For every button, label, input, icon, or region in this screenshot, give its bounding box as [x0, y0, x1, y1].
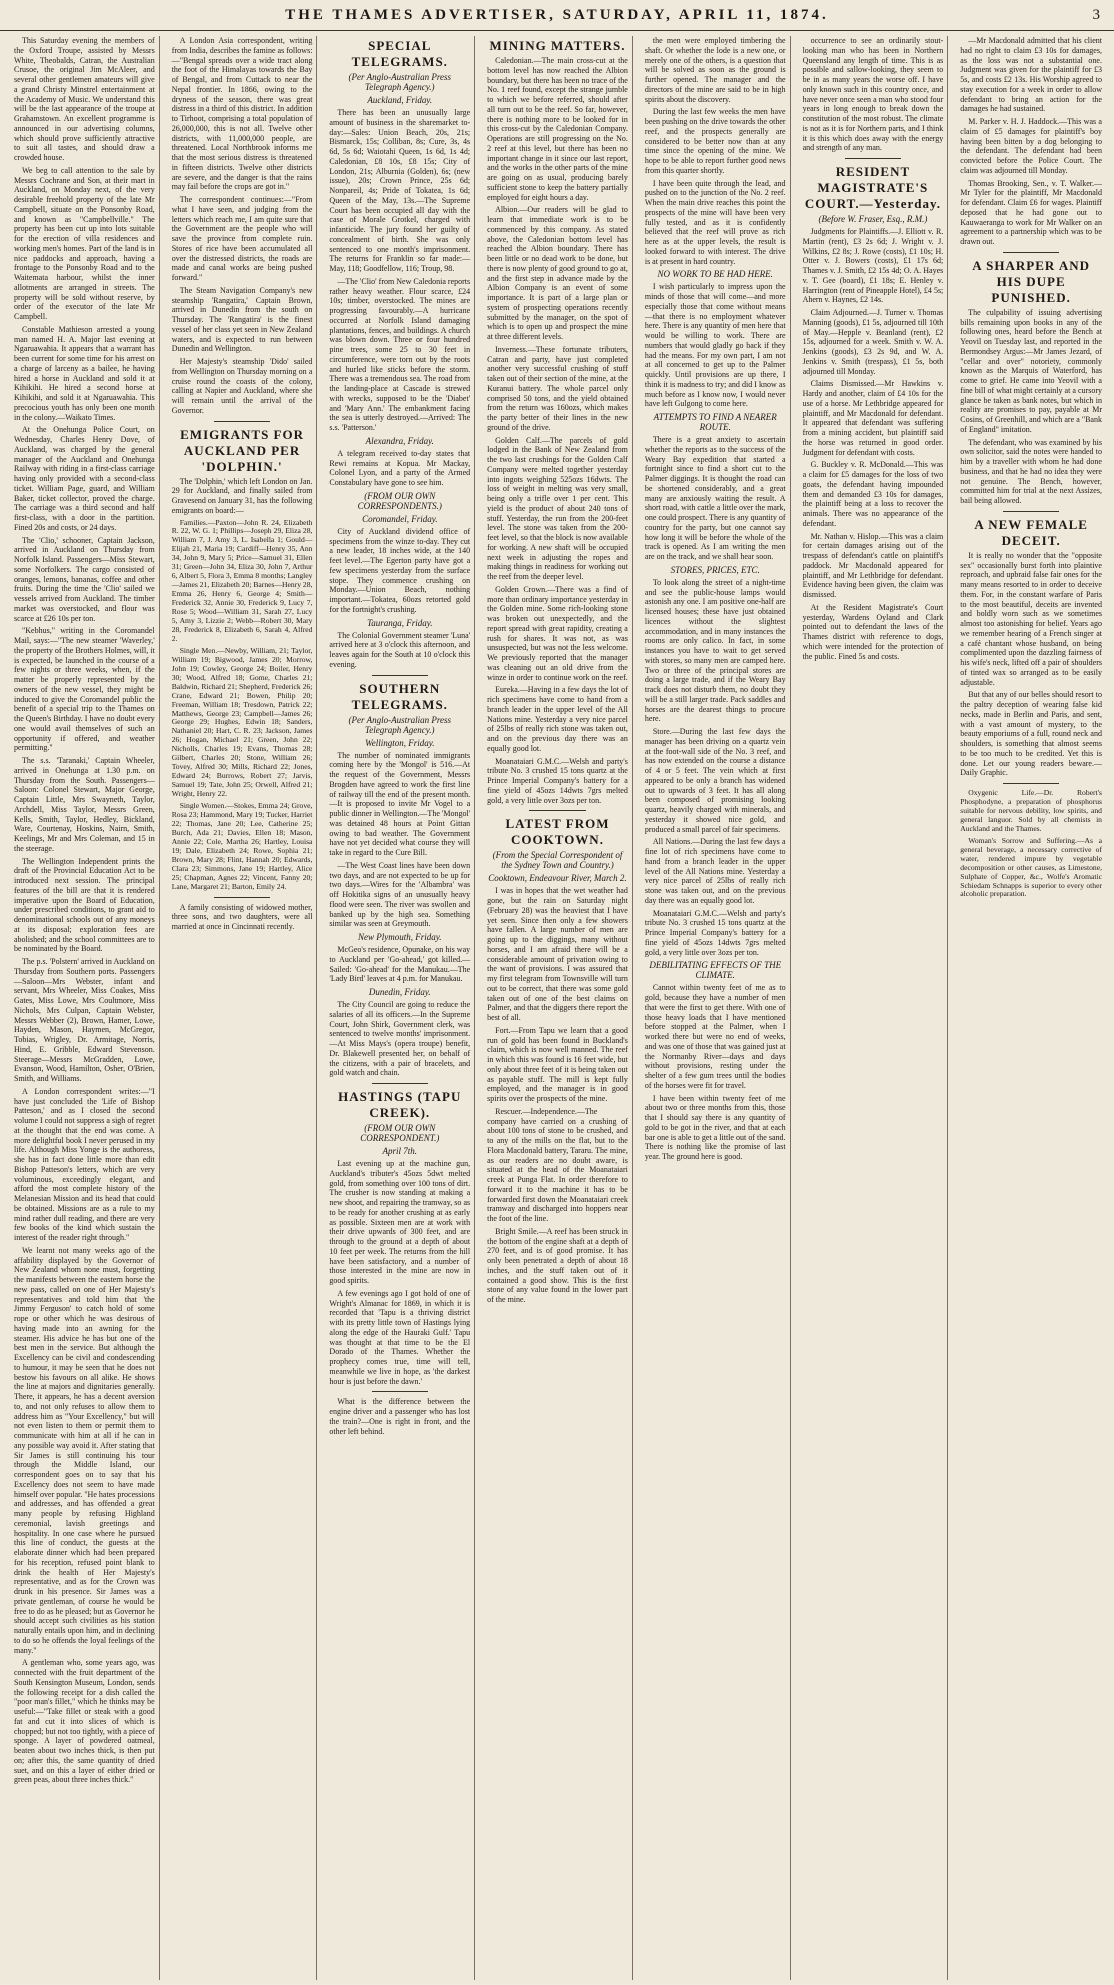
- paragraph: Mr. Nathan v. Hislop.—This was a claim for certain damages arising out of the trespass of defendant's cattle on plaintiff's paddock. Mr Macdonald appeared for plaintiff, and Mr Lethbridge for defendant. Evidence having been given, the claim was dismissed.: [802, 531, 944, 599]
- paragraph: We learnt not many weeks ago of the affability displayed by the Governor of New Zealand whom none must, forgetting the manifests between the eastern horse the new pass, called on one of Her Majesty's representatives and told him that 'the Jimmy Ferguson' to catch hold of some rope or other which he was desirous of having made into an awning for the steamer. His advice he has but one of the best men in the service. But although the Excellency can be civil and condescending to humour, it may be seen that he does not bestow his favours on all alike. He shows the line at majors and dignitaries generally. There, it appears, he has a decent aversion to, and not only refuses to allow them to address him as "Your Excellency," but will not even listen to them or permit them to communicate with him at all if he can in any possible way avoid it. After stating that Sir James is still continuing his tour through the Middle Island, our correspondent goes on to say that his Excellency does not seem to have made himself over popular. "He hates processions and addresses, and has offended a great many people by refusing Highland ceremonial, lavish greetings and hospitality. In one case where he pursued this line of conduct, the guests at the elaborate dinner which had been prepared for his reception, refused point blank to drink the health of Her Majesty's representative, and as for the Crown was drunk in his presence. Sir James was a private gentleman, of course he would be free to do as he pleased; but as Governor he should accept such civilities as his station naturally entails upon him, and in declining to do so he offends the loyal feelings of the many.": [14, 1245, 155, 1655]
- column-6: [799, 36, 949, 1980]
- section-heading: RESIDENT MAGISTRATE'S COURT.—Yesterday.: [804, 164, 942, 211]
- paragraph: There has been an unusually large amount of business in the sharemarket to-day:—Sales: Union Beach, 20s, 21s; Bismarck, 15s; Colliban, 8s; Cure, 3s, 4s 6d, 5s 6d; Waiotahi Queen, 1s 6d, 1s 4d; Caledonian, £8 10s, £8 15s; City of London, 21s; Alburnia (Golden), 6s; (new issue), 20s; Crown Prince, 25s 6d; Nonpareil, 4s; Pride of Tokatea, 1s 6d; Queen of the May, 13s.—The Supreme Court has been occupied all day with the case of Morale Grotkel, charged with infanticide. The jury found her guilty of concealment of birth. She was only sentenced to one month's imprisonment. The returns for Franklin so far made:—May, 118; Goodfellow, 116; Troup, 98.: [329, 108, 471, 273]
- column-4: [483, 36, 633, 1980]
- paragraph: Claims Dismissed.—Mr Hawkins v. Hardy and another, claim of £4 10s for the use of a horse. Mr Lethbridge appeared for plaintiff, and Mr Macdonald for defendant. It appeared that defendant was suffering from a mining accident, but plaintiff said the horse was returned in good order. Judgment for defendant with costs.: [802, 379, 944, 457]
- paragraph: The 'Clio,' schooner, Captain Jackson, arrived in Auckland on Thursday from Norfolk Island. Passengers—Miss Stewart, some Norfolkers. The cargo consisted of oranges, lemons, bananas, coffee and other fruits. During the time the 'Clio' sailed we vessels arrived from Auckland. The timber market was overstocked, and flour was scarce at £26 10s per ton.: [14, 535, 155, 623]
- paragraph: —The 'Clio' from New Caledonia reports rather heavy weather. Flour scarce, £24 10s; timber, overstocked. The mines are progressing favourably.—A hurricane occurred at Norfolk Island damaging plantations, fences, and buildings. A church was blown down. Three or four hundred pine trees, some 25 to 30 feet in circumference, were torn out by the roots and hurled like sticks before the storm. There was a tremendous sea. The road from the landing-place at Cascade is strewed with wrecks, supposed to be the 'Diabet' and 'Mary Ann.' The embankment facing the sea is utterly destroyed.—Arrived: The s.s. 'Patterson.': [329, 276, 471, 432]
- dateline: New Plymouth, Friday.: [358, 932, 442, 942]
- divider: [1003, 783, 1060, 784]
- paragraph: Fort.—From Tapu we learn that a good run of gold has been found in Buckland's claim, which is now well manned. The reef in which this was found is 16 feet wide, but only about three feet of it is being taken out as payable stuff. The mill is kept fully employed, and the manager is in good spirits over the prospects of the mine.: [487, 1025, 628, 1103]
- paragraph: Single Men.—Newby, William, 21; Taylor, William 19; Bigwood, James 20; Morrow, John 19; Cowley, George 24; Boiler, Henry 30; Wood, Alfred 18; Gome, Charles 21; Baldwin, Richard 21; Shepherd, Frederick 26; Crane, Edward 21; Bowen, Philip 20; Freeman, William 18; Tresdown, Patrick 22; Matthews, George 23; Campbell—James 26; George 29; Hughes, Edwin 18; Sanders, Nathaniel 20; Hart, C. R. 23; Jackson, James 26; Hogan, Michael 21; Green, John 22; Nicholls, Charles 19; Evans, Thomas 28; Gilbert, Charles 20; Stone, William 26; Tovey, Alfred 30; Mills, Richard 22; Jones, Edward 24; Burrows, Robert 27; Jarvis, Samuel 19; Tate, John 25; Orwell, Alfred 21; Wright, Henry 22.: [171, 645, 313, 799]
- dateline: Alexandra, Friday.: [365, 435, 434, 446]
- divider: [529, 810, 585, 811]
- dateline: April 7th.: [382, 1146, 418, 1156]
- paragraph: G. Buckley v. R. McDonald.—This was a claim for £5 damages for the loss of two goats, the defendant having impounded them and demanded £3 10s for damages, the plaintiff being at a loss to recover the animals. There was no appearance of the defendant.: [802, 460, 944, 528]
- section-subheading: (From the Special Correspondent of the Sydney Town and Country.): [492, 850, 623, 871]
- column-3: [325, 36, 475, 1980]
- section-heading: EMIGRANTS FOR AUCKLAND PER 'DOLPHIN.': [180, 426, 304, 474]
- paragraph: Albion.—Our readers will be glad to learn that immediate work is to be commenced by this company. As stated above, the Caledonian bottom level has reached the Albion boundary. There has been little or no dead work to be done, but there is now plenty of good ground to go at, and the first step in advance made by the Albion Company is an event of some importance. It is part of a large plan or system of prospecting operations recently submitted by the manager, on the spot of which is to open up and prospect the mine at three different levels.: [487, 205, 628, 341]
- divider: [845, 158, 901, 159]
- divider: [214, 421, 270, 422]
- section-subheading: (Before W. Fraser, Esq., R.M.): [818, 214, 928, 224]
- dateline: Auckland, Friday.: [367, 95, 433, 105]
- paragraph: Last evening up at the machine gun, Auckland's tributer's 45ozs 5dwt melted gold, from something over 100 tons of dirt. The crusher is now standing at making a new shoot, and repairing the tramway, so as to be ready for another crushing at as early as possible. Sixteen men are at work with their drive upwards of 300 feet, and are through to the ground at a depth of about 10 feet per week. The returns from the hill have been satisfactory, and a number of those interested in the mine are now in good spirits.: [329, 1159, 471, 1285]
- paragraph: To look along the street of a night-time and see the public-house lamps would astonish any one. I am positive one-half are licensed houses; these have just obtained licences without the slightest accommodation, and in many instances the rooms are only calico. In fact, in some instances you have to wait to get served with stores, so many men are camped here. Two or three of the principal stores are doing a large trade, and if the Weary Bay track does not disturb them, no doubt they will be a still larger trade. Pack saddles and horses are the dearest things to procure here.: [644, 577, 786, 724]
- section-heading: SPECIAL TELEGRAMS.: [351, 38, 448, 69]
- section-heading: HASTINGS (TAPU CREEK).: [338, 1089, 462, 1120]
- dateline: Dunedin, Friday.: [368, 987, 431, 997]
- paragraph: Her Majesty's steamship 'Dido' sailed from Wellington on Thursday morning on a cruise round the coasts of the colony, calling at Napier and Auckland, where she will remain until the arrival of the Governor.: [171, 357, 313, 415]
- paragraph: It is really no wonder that the "opposite sex" occasionally burst forth into plaintive reproach, and upbraid false fair ones for the many means resorted to in order to deceive them. For, in the constant warfare of Paris to the most beautiful, deceits are invented and boldly worn such as we sometimes almost too astonishing for belief. Years ago we remember hearing of a French singer at a café chantant whose husband, on being complimented upon the dazzling fairness of his wife's neck, lifted off a pair of shoulders of tinted wax so arranged as to be easily adjustable.: [960, 550, 1102, 687]
- paragraph: I wish particularly to impress upon the minds of those that will come—and more especially those that come without means—that there is no employment whatever here. There is any quantity of men here that would be willing to work. There are numbers that would gladly go back if they had the means. For my own part, I am not at all concerned to get up to the Palmer quickly. Until provisions are up there, I think it is madness to try; and did I know as much before as I know now, I would never have left Gulgong to come here.: [644, 282, 786, 409]
- divider: [1003, 511, 1060, 512]
- paragraph: There is a great anxiety to ascertain whether the reports as to the success of the Weary Bay expedition that started a fortnight since to find a short cut to the Palmer diggings. It is thought the road can be shortened considerably, and a great many are anxiously waiting the result. A short road, with cattle a little over the mark, one could prospect. There is any quantity of country for the party, but one cannot say how long it will be before the whole of the track is opened. As I am writing the men are on the track, and we shall hear soon.: [644, 435, 786, 561]
- paragraph: —The West Coast lines have been down two days, and are not expected to be up for two days.—Wires for the 'Albambra' was off Hokitika signs of an unusually heavy flood were seen. The river was swollen and banked up by the high sea. Something similar was seen at Greymouth.: [329, 860, 471, 929]
- section-heading: SOUTHERN TELEGRAMS.: [351, 680, 448, 712]
- paragraph: Single Women.—Stokes, Emma 24; Grove, Rosa 23; Hammond, Mary 19; Tucker, Harriet 22; Thomas, Jane 20; Lee, Catherine 25; Burch, Ada 21; Davies, Ellen 18; Mason, Annie 22; Cole, Martha 26; Hartley, Louisa 19; Dale, Elizabeth 24; Rowe, Sophia 21; Brown, Mary 28; Flint, Hannah 20; Edwards, Clara 23; Simmons, Jane 19; Hartley, Alice 25; Chapman, Agnes 22; Vincent, Fanny 20; Lane, Margaret 21; Barton, Emily 24.: [171, 801, 313, 891]
- dateline: Coromandel, Friday.: [362, 513, 438, 524]
- column-1: [10, 36, 160, 1980]
- paragraph: M. Parker v. H. J. Haddock.—This was a claim of £5 damages for plaintiff's boy having been bitten by a dog belonging to the defendant. The defendant had been convicted before the Police Court. The claim was adjourned till Monday.: [960, 117, 1102, 175]
- paragraph: Moanataiari G.M.C.—Welsh and party's tribute No. 3 crushed 15 tons quartz at the Prince Imperial Company's battery for a fine yield of 45ozs 14dwts 7grs melted gold, a very little over 3ozs per ton.: [644, 908, 786, 957]
- masthead-title: THE THAMES ADVERTISER, SATURDAY, APRIL 11, 1874.: [285, 7, 829, 23]
- dateline: Tauranga, Friday.: [367, 617, 433, 628]
- section-subheading: (FROM OUR OWN CORRESPONDENT.): [360, 1123, 440, 1143]
- paragraph: The Wellington Independent prints the draft of the Provincial Education Act to be introduced next session. The principal features of the bill are that it is rendered imperative upon the Board of Education, under prescribed conditions, to grant aid to denominational schools out of any moneys at its disposal; exploration fees are abolished; and the school committees are to be nominated by the Board.: [14, 856, 155, 954]
- paragraph: All Nations.—During the last few days a fine lot of rich specimens have come to hand from a branch leader in the upper level of the All Nations mine. Yesterday a very nice parcel of 25lbs of really rich stone was taken out, and on the previous day there was an equally good lot.: [644, 837, 786, 905]
- paragraph: The number of nominated immigrants coming here by the 'Mongol' is 516.—At the request of the Government, Messrs Brogden have agreed to work the first line of railway till the end of the present month.—It is proposed to invite Mr Vogel to a public dinner in Wellington.—The 'Mongol' was detained 48 hours at Point Gittan owing to bad weather. The Government have not yet decided what course they will take in regard to the Cure Bill.: [329, 750, 471, 857]
- paragraph: I have been quite through the lead, and pushed on to the junction of the No. 2 reef. When the main drive reaches this point the prospects of the mine will have been very fully tested, and as it is confidently believed that the reef will prove as rich here as at the upper levels, the result is looked forward to with interest. The drive is at present in hard country.: [644, 178, 786, 266]
- dateline: Cooktown, Endeavour River, March 2.: [488, 873, 627, 884]
- masthead: [0, 0, 1114, 31]
- paragraph: During the last few weeks the men have been pushing on the drive towards the other reef, and the prospects generally are considered to be better now than at any time since the opening of the mine. We hope to be able to report further good news from this quarter shortly.: [644, 107, 786, 175]
- paragraph: Judgments for Plaintiffs.—J. Elliott v. R. Martin (rent), £3 2s 6d; J. Wright v. J. Wilkins, £2 8s; J. Rowe (costs), £1 10s; H. Otter v. J. Bowers (costs), £1 17s 6d; Thames v. J. Smith, £2 15s 4d; O. A. Hayes v. T. Gee (board), £1 18s; E. Henley v. Harrington (rent of Pineapple Hotel), £4 5s; Ahern v. Haynes, £2 14s.: [802, 227, 944, 305]
- paragraph: Golden Calf.—The parcels of gold lodged in the Bank of New Zealand from the two last crushings for the Golden Calf Company were melted together yesterday into ingots weighing 525ozs 16dwts. The loss of weight in melting was very small, being only a trifle over 1 per cent. This yield is the product of about 240 tons of stuff. Yesterday, the run from the 200-feet level. The stone was taken from the 200-feet level, so that the block is now available for working. A new shaft will be occupied next week in adjusting the ropes and making things in readiness for working out the reef from the deeper level.: [487, 435, 628, 581]
- section-heading: A SHARPER AND HIS DUPE PUNISHED.: [972, 257, 1090, 305]
- section-heading: MINING MATTERS.: [489, 38, 626, 53]
- paragraph: Constable Mathieson arrested a young man named H. A. Major last evening at Ngaruawahia. It appears that a warrant has been current for some time for his arrest on a charge of larceny as a bailee, he having hired a horse in Auckland and sold it at Kihikihi. He hired a second horse at Kihikihi, and sold it at Ngaruawahia. This precocious youth has only been one month in the colony.—Waikato Times.: [14, 324, 155, 422]
- paragraph: The culpability of issuing advertising bills remaining upon books in any of the following ones, heard before the Bench at Yeovil on Tuesday last, and reported in the Bermondsey Argus:—Mr James Jezard, of "cellar and over" notoriety, commonly known as the Marquis of Waterford, has come to grief. He came into Yeovil with a fine bill of what might certainly at a cursory glance be taken as bank notes, but which in reality are promises to pay, payable at Mr Cosins, of Greenhill, and which are a "Bank of England" imitation.: [960, 307, 1102, 434]
- paragraph: We beg to call attention to the sale by Messrs Cochrane and Son, at their mart in Auckland, on Monday next, of the very desirable freehold property of the late Mr Campbell, situate on the Ponsonby Road, and known as "Campbellville." The property has been cut up into lots suitable for the erection of villa residences and working men's homes. Part of the land is in nice paddocks and approach, having a frontage to the Ponsonby Road and to the Waitemata harbour, whilst the inner allotments are arranged in streets. The property will be sold without reserve, by order of the executor of the late Mr Campbell.: [14, 165, 155, 321]
- column-2: [168, 36, 318, 1980]
- page-number: 3: [1092, 7, 1102, 23]
- paragraph: "Kebhus," writing in the Coromandel Mail, says:—"The new steamer 'Waverley,' the property of the Brothers Holmes, will, it is expected, be launched in the course of a few nights or three weeks, when, if the matter be properly represented by the owners of the new vessel, they might be induced to give the Coromandel public the benefit of a special trip to the Thames on the Queen's Birthday. I have no doubt every one would avail themselves of such an opportunity if offered, and weather permitting.": [14, 626, 155, 753]
- paragraph: occurrence to see an ordinarily stout-looking man who has been in Northern Queensland any length of time. This is as possible and sallow-looking, they seem to be in as many years the worse off. I have only known such in this country once, and have never once seen a man who stood four years in long enough to break down the constitution of the most robust. The climate is not as it is for Northern parts, and I think it is this which does away with the energy and strength of any man.: [802, 36, 944, 153]
- paragraph: I have been within twenty feet of me about two or three months from this, those that I should say there is any quantity of gold to be got in the river, and that at each bar one is able to get a little out of the sand. There is nothing like the promise of last year. The ground here is good.: [644, 1093, 786, 1161]
- paragraph: This Saturday evening the members of the Oxford Troupe, assisted by Messrs White, Theobalds, Catran, the Australian Crusoe, the original Jim McAleer, and several other gentlemen amateurs will give a grand Christy Minstrel entertainment at the Academy of Music. We understand this will be the last appearance of the troupe at Grahamstown. An excellent programme is announced in our advertising columns, which should prove sufficiently attractive to suit all tastes, and should draw a crowded house.: [14, 36, 155, 162]
- paragraph: McGeo's residence, Opunake, on his way to Auckland per 'Go-ahead,' got killed.—Sailed: 'Go-ahead' for the Manukau.—The 'Lady Bird' leaves at 4 p.m. for Manukau.: [329, 945, 471, 984]
- column-7: [956, 36, 1106, 1980]
- columns: [10, 36, 1106, 1980]
- paragraph: A London correspondent writes:—"I have just concluded the 'Life of Bishop Patteson,' and as I closed the second volume I could not suppress a sigh of regret at the thought that the end was come. A more delightful book I never perused in my life. Although Miss Yonge is the authoress, she has in fact done little more than edit Bishop Patteson's letters, which are very voluminous, exceedingly elegant, and afford the most complete history of the Melanesian Mission and its head that could be obtained. Missions are as a rule to my mind rather dull reading, and there are very few books of the kind which sustain the interest of the reader right through.": [14, 1086, 155, 1242]
- section-subheading: NO WORK TO BE HAD HERE.: [657, 269, 773, 280]
- divider: [1003, 252, 1060, 253]
- dateline: Wellington, Friday.: [365, 737, 435, 748]
- paragraph: The correspondent continues:—"From what I have seen, and judging from the letters which reach me, I am quite sure that the Government are the people who will save the province from complete ruin. Stores of rice have been accumulated all over the distressed districts, the roads are made and canal works are being pushed forward.": [171, 195, 313, 282]
- paragraph: Moanataiari G.M.C.—Welsh and party's tribute No. 3 crushed 15 tons quartz at the Prince Imperial Company's battery for a fine yield of 45ozs 14dwts 7grs melted gold, a very little over 3ozs per ton.: [487, 756, 628, 805]
- paragraph: The Steam Navigation Company's new steamship 'Rangatira,' Captain Brown, arrived in Dunedin from the south on Thursday. The 'Rangatira' is the finest vessel of her class yet seen in New Zealand waters, and is expected to run between Dunedin and Wellington.: [171, 285, 313, 354]
- section-subheading: ATTEMPTS TO FIND A NEARER ROUTE.: [653, 412, 777, 432]
- paragraph: A few evenings ago I got hold of one of Wright's Almanac for 1869, in which it is recorded that 'Tapu is a thriving district with its pretty little town of Hastings lying along the edge of the Hauraki Gulf.' Tapu was thought at that time to be the El Dorado of the Thames. Whether the prophecy comes true, time will tell, meanwhile we live in hope, as 'the darkest hour is just before the dawn.': [329, 1288, 471, 1386]
- paragraph: The s.s. 'Taranaki,' Captain Wheeler, arrived in Onehunga at 1.30 p.m. on Thursday from the South. Passengers—Saloon: Colonel Stewart, Major George, Captain Little, Mrs Swayneth, Taylor, Archdell, Miss Taylor, Messrs Green, Kells, Smith, Taylor, Hedley, Bickland, Ware, Courtenay, Hoskins, Nairn, Smith, Keelings, Mr and Mrs Coleman, and 15 in the steerage.: [14, 756, 155, 853]
- paragraph: —Mr Macdonald admitted that his client had no right to claim £3 10s for damages, as the loss was not a substantial one. Judgment was given for the plaintiff for £3 5s, and costs £2 13s. His Worship agreed to stay execution for a week in order to allow defendant to bring an action for the damages he had sustained.: [960, 36, 1102, 114]
- section-subheading: (Per Anglo-Australian Press Telegraph Agency.): [348, 714, 452, 735]
- paragraph: The City Council are going to reduce the salaries of all its officers.—In the Supreme Court, John Shirk, Government clerk, was sentenced to twelve months' imprisonment.—At Miss Mays's (opera troupe) benefit, Dr. Blakewell presented her, on behalf of the citizens, with a pair of bracelets, and gold watch and chain.: [329, 1000, 471, 1078]
- paragraph: Store.—During the last few days the manager has been driving on a quartz vein at the foot-wall side of the No. 3 reef, and has now extended on the course a distance of 4 or 5 feet. The vein which at first appeared to be only a branch has widened out to upwards of 3 feet. It has all along been composed of promising looking quartz, heavily charged with minerals, and yesterday it showed nice gold, and produced a small parcel of fair specimens.: [644, 727, 786, 834]
- paragraph: Eureka.—Having in a few days the lot of rich specimens have come to hand from a branch leader in the upper level of the All Nations mine. Yesterday a very nice parcel of 25lbs of really rich stone was taken out, and on the previous day there was an equally good lot.: [487, 685, 628, 753]
- paragraph: The Colonial Government steamer 'Luna' arrived here at 3 o'clock this afternoon, and leaves again for the South at 10 o'clock this evening.: [329, 630, 471, 669]
- section-subheading: STORES, PRICES, ETC.: [670, 564, 760, 575]
- section-heading: LATEST FROM COOKTOWN.: [505, 816, 610, 848]
- paragraph: the men were employed timbering the shaft. Or whether the lode is a new one, or merely one of the others, is a question that will be solved as soon as the ground is further opened. The manager and the directors of the mine are said to be in high spirits about the discovery.: [644, 36, 786, 104]
- paragraph: What is the difference between the engine driver and a passenger who has lost the train?—One is right in front, and the other left behind.: [329, 1397, 471, 1436]
- column-5: [641, 36, 791, 1980]
- paragraph: Families.—Paxton—John R. 24, Elizabeth R. 22, W. G. 1; Phillips—Joseph 29, Eliza 28, William 7, J. Amy 3, L. Isabella 1; Gould—Elijah 21, Maria 19; Cardiff—Henry 35, Ann 34, John 9, Mary 5; Price—Samuel 31, Ellen 31; Green—John 34, Eliza 30, John 7, Arthur 6, Albert 5, Flora 3, Emma 8 months; Langley—James 21, Elizabeth 20; Barnes—Henry 28, Emma 26, Henry 6, George 4; Smith—Frederick 32, Annie 30, Frederick 9, Lucy 7, Rose 5; Wood—William 31, Sarah 27, Lucy 5, Amy 3, Lizzie 2; Webb—Robert 30, Mary 28, Frederick 8, Elizabeth 6, Sarah 4, Alfred 2.: [171, 517, 313, 643]
- paragraph: Bright Smile.—A reef has been struck in the bottom of the engine shaft at a depth of 270 feet, and is of good promise. It has only been penetrated a depth of about 18 inches, and the stuff taken out of it contained a good show. This is the first stone of any value found in the lower part of the mine.: [487, 1226, 628, 1304]
- paragraph: Thomas Brooking, Sen., v. T. Walker.—Mr Tyler for the plaintiff, Mr Macdonald for defendant. Claim £6 for wages. Plaintiff deposed that he had gone out to Kauwaeranga to work for Mr Walker on an agreement to a partnership which was to be drawn out.: [960, 178, 1102, 246]
- divider: [372, 1083, 428, 1084]
- paragraph: City of Auckland dividend office of specimens from the winze to-day. They cut a new leader, 18 inches wide, at the 140 feet level.—The Egerton party have got a few specimens yesterday from the surface stope. They commence crushing on Monday.—Union Beach, nothing important.—Tokatea, 60ozs retorted gold for the fortnight's crushing.: [329, 526, 471, 614]
- section-subheading: (Per Anglo-Australian Press Telegraph Agency.): [348, 72, 452, 92]
- paragraph: The defendant, who was examined by his own solicitor, said the notes were handed to him by a traveller with whom he had done business, and that he had no idea they were not genuine. The Bench, however, committed him for trial at the next Assizes, bail being allowed.: [960, 437, 1102, 505]
- section-subheading: (FROM OUR OWN CORRESPONDENTS.): [357, 490, 442, 511]
- paragraph: Rescuer.—Independence.—The company have carried on a crushing of about 100 tons of stone to be crushed, and to any of the mills on the flat, but to the Flora Macdonald battery, Tararu. The mine, as our readers are no doubt aware, is situated at the head of the Moanataiari creek at Punga Flat. In order therefore to forward it to the machine it has to be forwarded first down the Moanataiari creek tramway and discharged into hoppers near the foot of the line.: [487, 1106, 628, 1223]
- divider: [214, 897, 270, 898]
- paragraph: Golden Crown.—There was a find of more than ordinary importance yesterday in the Golden mine. Some rich-looking stone was broken out unexpectedly, and the report spread with great rapidity, creating a rush for shares. It was not, as was unsuspected, but was not the less welcome. We previously reported that the manager was cleaning out an old drive from the winze in order to continue work on the reef.: [487, 584, 628, 682]
- paragraph: Oxygenic Life.—Dr. Robert's Phosphodyne, a preparation of phosphorus suitable for nervous debility, low spirits, and general languor. Sold by all chemists in Auckland and the Thames.: [960, 788, 1102, 833]
- paragraph: At the Resident Magistrate's Court yesterday, Wardens Oyland and Clark pointed out to defendant the laws of the Thames district with reference to dogs, which were intended for the protection of the public. Fined 5s and costs.: [802, 602, 944, 661]
- paragraph: A London Asia correspondent, writing from India, describes the famine as follows:—"Bengal spreads over a wide tract along the foot of the Himalayas towards the Bay of Bengal, and from Cuttack to near the Nepal frontier. In 1866, owing to the dryness of the season, there was great distress in a third of this district. In addition to Tirhoot, comprising a total population of 26,000,000, this is not all. Twelve other districts, with 11,000,000 people, are threatened. Local Northbrook informs me that the most serious distress is threatened in fifteen districts. Twelve other districts are severe, and the danger is that the rains may fail before the crops are got in.": [171, 36, 313, 192]
- section-heading: A NEW FEMALE DECEIT.: [974, 516, 1088, 548]
- paragraph: Caledonian.—The main cross-cut at the bottom level has now reached the Albion boundary, but there has been no trace of the No. 1 reef found, except the strange jumble to which we before referred, should after all turn out to be the reef. So far, however, there is nothing more to be looked for in this cross-cut by the Caledonian Company. Operations are still progressing on the No. 2 reef at this level, but there has been no important change in it since our last report, and the works in the other parts of the mine are going on as usual, producing barely sufficient stone to keep the battery partially employed for eight hours a day.: [487, 56, 628, 202]
- paragraph: Claim Adjourned.—J. Turner v. Thomas Manning (goods), £1 5s, adjourned till 10th of May.—Hepple v. Beanland (rent), £2 15s, adjourned for a week. Smith v. W. A. Jenkins (goods), £3 2s 9d, and W. A. Jenkins v. Smith (trespass), £1 5s, both adjourned till Monday.: [802, 308, 944, 376]
- paragraph: But that any of our belles should resort to the paltry deception of wearing false kid necks, made in Berlin and Paris, and sent, with a vast amount of mystery, to the beauty emporiums of a full, round neck and shoulders, is something that almost seems to be too much to be credited. Yet this is done. Let our young readers beware.—Daily Graphic.: [960, 690, 1102, 778]
- paragraph: A gentleman who, some years ago, was connected with the fruit department of the South Kensington Museum, London, sends the following receipt for a dish called the "poor man's fillet," which he thinks may be useful:—"Take fillet or steak with a good fat and cut it into slices of which is chopped; but not too tightly, with a piece of sponge. A layer of powdered oatmeal, beaten about two inches thick, is then put on; after this, the same quantity of dried suet, and on this a layer of either dried or green peas, about three inches thick.": [14, 1658, 155, 1785]
- section-subheading: DEBILITATING EFFECTS OF THE CLIMATE.: [649, 960, 782, 981]
- divider: [372, 675, 428, 676]
- paragraph: A family consisting of widowed mother, three sons, and two daughters, were all married at once in Cincinnati recently.: [171, 902, 313, 932]
- paragraph: Inverness.—These fortunate tributers, Catran and party, have just completed another very successful crushing of stuff taken out of their section of the mine, at the Kuranui battery. The whole parcel only comprised 50 tons, and the yield obtained from the return was 160ozs, which makes the party better of their lines in the new ground of the drive.: [487, 344, 628, 432]
- paragraph: The 'Dolphin,' which left London on Jan. 29 for Auckland, and finally sailed from Gravesend on January 31, has the following emigrants on board:—: [171, 476, 313, 515]
- paragraph: I was in hopes that the wet weather had gone, but the rain on Saturday night (February 28) was the heaviest that I have yet seen. Since then only a few showers have fallen. A large number of men are going up to the diggings, many without horses, and I am afraid there will be a considerable amount of privation owing to the want of provisions. I was assured that my first telegram from Townsville will turn out to be correct, that there was some gold taken out of one of the best claims on Palmer, and that the diggers there report the best of all.: [487, 886, 628, 1022]
- paragraph: A telegram received to-day states that Rewi remains at Kopua. Mr Mackay, Colonel Lyon, and a party of the Armed Constabulary have gone to see him.: [329, 448, 471, 487]
- paragraph: Cannot within twenty feet of me as to gold, because they have a number of men that were the first to get there. With one of those heavy loads that I have mentioned before stopped at the Palmer, when I worked there but were no end of weeks, and was one of those that was gained just at the Normanby River—days and days without provisions, resting under the shelter of a few gum trees until the bodies of the horses were fit for travel.: [644, 983, 786, 1090]
- paragraph: Woman's Sorrow and Suffering.—As a general beverage, a necessary corrective of water, rendered impure by vegetable decomposition or other causes, as Limestone, Sulphate of Copper, &c., Wolfe's Aromatic Schiedam Schnapps is superior to every other alcoholic preparation.: [960, 835, 1102, 899]
- divider: [372, 1391, 428, 1392]
- paragraph: At the Onehunga Police Court, on Wednesday, Charles Henry Dove, of Auckland, was charged by the general manager of the Auckland and Onehunga Railway with riding in a first-class carriage having only provided with a second-class ticket. William Page, guard, and William Baker, ticket collector, proved the charge. The carriage was a third second and half first-class, with a door in the partition. Fined 20s and costs, or 24 days.: [14, 425, 155, 532]
- paragraph: The p.s. 'Polstern' arrived in Auckland on Thursday from Southern ports. Passengers—Saloon—Mrs Webster, infant and servant, Mrs Wheeler, Miss Coakes, Miss Gates, Miss Lowe, Mrs Coultmore, Miss Nichols, Mrs Culpan, Captain Webster, Messrs Webber (2), Brown, Hamer, Lowe, Hayden, Mason, Haymen, McGregor, Tobias, Wrigley, Dr. Armitage, Norris, Hind, E. Gribble, Edward Stevenson. Steerage—Messrs McGradden, Lowe, Evanson, Wood, Hamilton, Osher, O'Brien, Smith, and Williams.: [14, 957, 155, 1083]
